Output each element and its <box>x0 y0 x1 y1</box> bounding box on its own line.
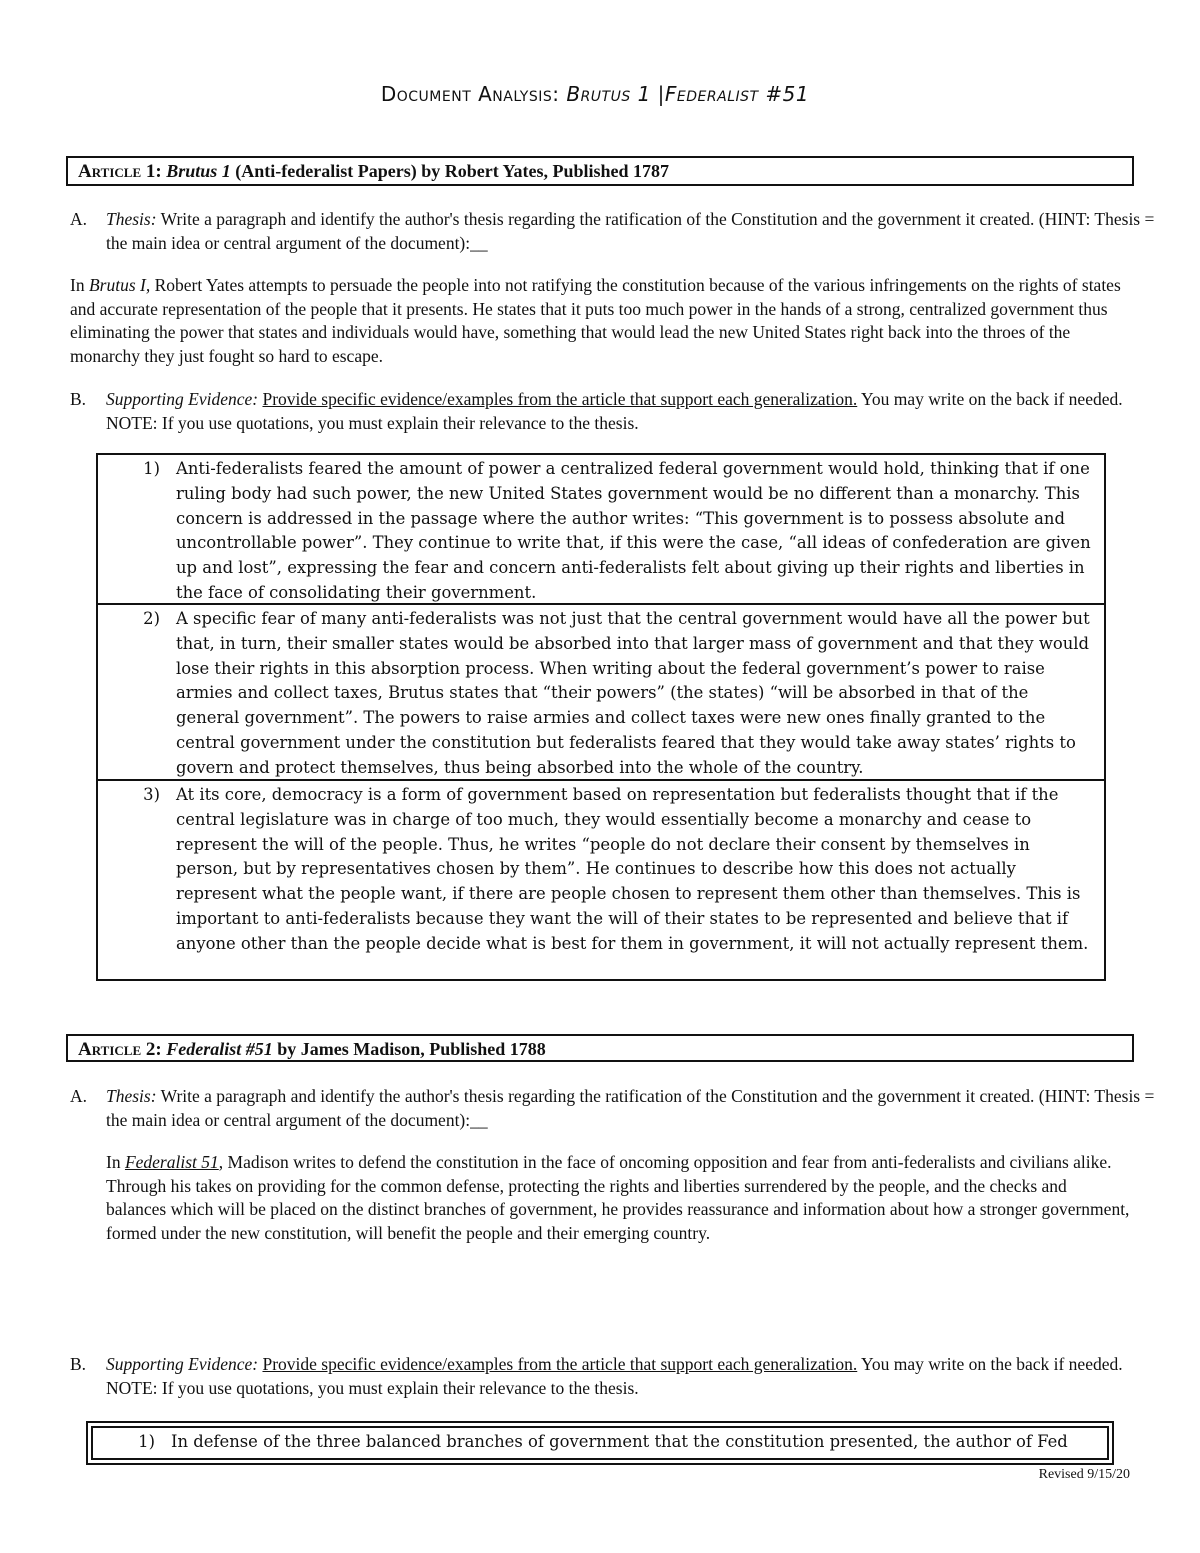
article2-evidence-note: You may write on the back if needed. NOTE: If you use quotations, you must explain their relevance to the thesis. <box>106 1354 1123 1398</box>
article2-evidence-label: Supporting Evidence: <box>106 1354 259 1374</box>
article2-thesis-label: Thesis: <box>106 1086 157 1106</box>
article2-thesis-marker: A. <box>70 1086 88 1106</box>
article2-evidence-marker: B. <box>70 1354 87 1374</box>
title-separator: | <box>657 82 665 106</box>
title-federalist: Federalist #51 <box>664 82 810 106</box>
article1-rest: (Anti-federalist Papers) by Robert Yates, Published 1787 <box>235 161 670 181</box>
evidence-row <box>98 605 1104 781</box>
article2-answer-prefix: In <box>106 1152 121 1172</box>
evidence-number: 2) <box>143 609 160 628</box>
article1-thesis-answer <box>70 274 1132 368</box>
evidence-row <box>98 455 1104 605</box>
article2-evidence-table <box>86 1421 1114 1465</box>
revision-date: Revised 9/15/20 <box>1038 1467 1130 1482</box>
evidence-number: 3) <box>143 785 160 804</box>
article1-thesis-prompt: A. Thesis: Write a paragraph and identify the author's thesis regarding the ratification of the Constitution and the government it created. (HINT: Thesis = the main idea or central argument of the document):__ <box>70 209 1155 253</box>
article1-evidence-prompt <box>70 388 1166 435</box>
article2-rest: by James Madison, Published 1788 <box>277 1039 546 1059</box>
page-title <box>0 82 1190 106</box>
article1-evidence-instruction: Provide specific evidence/examples from the article that support each generalization. <box>262 389 858 409</box>
article2-header <box>66 1034 1134 1062</box>
article1-answer-work: Brutus I, <box>88 275 151 295</box>
article1-label: Article 1: <box>78 161 162 182</box>
article1-evidence-marker: B. <box>70 389 87 409</box>
article2-evidence-prompt <box>70 1353 1166 1400</box>
article1-answer-prefix: In <box>70 275 85 295</box>
article2-thesis-answer <box>106 1151 1130 1245</box>
evidence-row <box>98 781 1104 979</box>
article2-work: Federalist #51 <box>166 1039 273 1059</box>
article1-evidence-table <box>96 453 1106 981</box>
article1-thesis-label: Thesis: <box>106 209 157 229</box>
evidence-text: A specific fear of many anti-federalists was not just that the central government would have all the power but that, in turn, their smaller states would be absorbed into that larger mass of government and that they would lose their rights in this absorption process. When writing about the federal government’s power to raise armies and collect taxes, Brutus states that “their powers” (the states) “will be absorbed in that of the general government”. The powers to raise armies and collect taxes were new ones finally granted to the central government under the constitution but federalists feared that they would take away states’ rights to govern and protect themselves, thus being absorbed into the whole of the country. <box>176 609 1090 777</box>
article2-evidence-instruction: Provide specific evidence/examples from the article that support each generalization. <box>262 1354 858 1374</box>
title-brutus: Brutus 1 <box>566 82 651 106</box>
article1-thesis-marker: A. <box>70 209 88 229</box>
title-prefix: Document Analysis: <box>380 82 560 106</box>
article2-answer-work: Federalist 51 <box>124 1152 219 1172</box>
evidence-row <box>91 1426 1109 1460</box>
article1-header <box>66 156 1134 186</box>
article2-label: Article 2: <box>78 1039 162 1060</box>
article2-answer-text: , Madison writes to defend the constitution in the face of oncoming opposition and fear from anti-federalists and civilians alike. Through his takes on providing for the common defense, protecting the rights and liberties surrendered by the people, and the checks and balances which will be placed on the distinct branches of government, he provides reassurance and information about how a stronger government, formed under the new constitution, will benefit the people and their emerging country. <box>106 1152 1130 1243</box>
article1-evidence-note: You may write on the back if needed. NOTE: If you use quotations, you must explain their relevance to the thesis. <box>106 389 1123 433</box>
evidence-text: Anti-federalists feared the amount of power a centralized federal government would hold, thinking that if one ruling body had such power, the new United States government would be no different than a monarchy. This concern is addressed in the passage where the author writes: “This government is to possess absolute and uncontrollable power”. They continue to write that, if this were the case, “all ideas of confederation are given up and lost”, expressing the fear and concern anti-federalists felt about giving up their rights and liberties in the face of consolidating their government. <box>176 459 1091 602</box>
article1-evidence-label: Supporting Evidence: <box>106 389 259 409</box>
article2-thesis-prompt: A. Thesis: Write a paragraph and identify the author's thesis regarding the ratification of the Constitution and the government it created. (HINT: Thesis = the main idea or central argument of the document):__ <box>70 1086 1155 1130</box>
article1-thesis-text: Write a paragraph and identify the author's thesis regarding the ratification of the Constitution and the government it created. (HINT: Thesis = the main idea or central argument of the document): <box>106 209 1155 253</box>
evidence-text: At its core, democracy is a form of government based on representation but federalists thought that if the central legislature was in charge of too much, they would essentially become a monarchy and cease to represent the will of the people. Thus, he writes “people do not declare their consent by themselves in person, but by representatives chosen by them”. He continues to describe how this does not actually represent what the people want, if there are people chosen to represent them other than themselves. This is important to anti-federalists because they want the will of their states to be represented and believe that if anyone other than the people decide what is best for them in government, it will not actually represent them. <box>176 785 1089 953</box>
article1-answer-text: Robert Yates attempts to persuade the people into not ratifying the constitution because of the various infringements on the rights of states and accurate representation of the people that it presents. He states that it puts too much power in the hands of a strong, centralized government thus eliminating the power that states and individuals would have, something that would lead the new United States right back into the throes of the monarchy they just fought so hard to escape. <box>70 275 1121 366</box>
evidence-number: 1) <box>138 1432 155 1451</box>
evidence-number: 1) <box>143 459 160 478</box>
article2-thesis-text: Write a paragraph and identify the author's thesis regarding the ratification of the Constitution and the government it created. (HINT: Thesis = the main idea or central argument of the document): <box>106 1086 1155 1130</box>
evidence-text: In defense of the three balanced branches of government that the constitution presented, the author of Fed <box>171 1432 1068 1451</box>
article1-work: Brutus 1 <box>166 161 231 181</box>
